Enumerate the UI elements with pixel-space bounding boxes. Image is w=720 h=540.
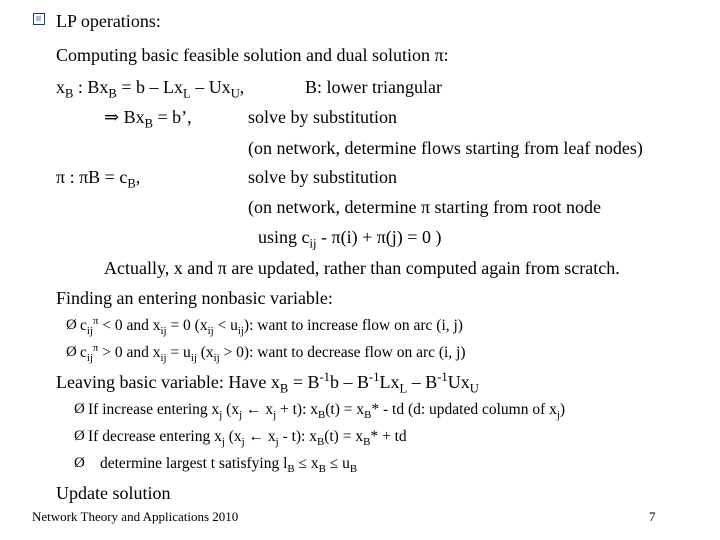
line-lower-triangular: B: lower triangular	[305, 77, 442, 97]
footer-title: Network Theory and Applications 2010	[32, 509, 239, 524]
line-xb: $x_B$ : $Bx_B = b - Lx_L - Ux_U$,	[56, 77, 245, 101]
line-computing: Computing basic feasible solution and dual solution π:	[56, 45, 449, 65]
line-leaf-nodes: (on network, determine flows starting from leaf nodes)	[248, 138, 643, 158]
line-using: using $c_{ij} - \pi(i) + \pi(j) = 0$ )	[258, 227, 442, 251]
line-solve-1: solve by substitution	[248, 107, 398, 127]
line-pi: π : $\pi B = c_B$,	[56, 167, 141, 191]
heading: LP operations:	[56, 11, 161, 31]
line-increase-entering: If increase entering $x_j$ ($x_j$ ← $x_j + t$): $x_B(t) = x_B*$ - td (d: updated column of $x_j$)	[88, 401, 566, 422]
line-solve-2: solve by substitution	[248, 167, 398, 187]
line-leaving: Leaving basic variable: Have $x_B = B^{-1}b - B^{-1}Lx_L - B^{-1}Ux_U$	[56, 370, 479, 396]
line-finding: Finding an entering nonbasic variable:	[56, 288, 333, 308]
line-decrease-entering: If decrease entering $x_j$ ($x_j$ ← $x_j - t$): $x_B(t) = x_B*$ + td	[88, 428, 407, 449]
line-actually: Actually, x and π are updated, rather than computed again from scratch.	[104, 258, 620, 278]
arrow-bullet-icon: Ø	[74, 428, 85, 444]
arrow-bullet-icon: Ø	[74, 401, 85, 417]
arrow-bullet-icon: Ø	[74, 455, 85, 471]
line-decrease-flow: $c_{ij}^\pi > 0$ and $x_{ij} = u_{ij}$ $(x_{ij} > 0)$: want to decrease flow on arc (i, j)	[80, 341, 466, 365]
arrow-bullet-icon: Ø	[66, 317, 77, 333]
line-determine-t: determine largest t satisfying $l_B \le x_B \le u_B$	[100, 455, 358, 476]
page-number: 7	[649, 509, 656, 524]
arrow-bullet-icon: Ø	[66, 344, 77, 360]
checkbox-bullet-icon	[33, 13, 45, 25]
line-bxb: ⇒ $Bx_B = b$’,	[104, 107, 192, 131]
line-increase-flow: $c_{ij}^\pi < 0$ and $x_{ij} = 0$ $(x_{ij} < u_{ij})$: want to increase flow on arc (i, j)	[80, 314, 463, 338]
line-root-node: (on network, determine π starting from root node	[248, 197, 601, 217]
line-update: Update solution	[56, 483, 171, 503]
